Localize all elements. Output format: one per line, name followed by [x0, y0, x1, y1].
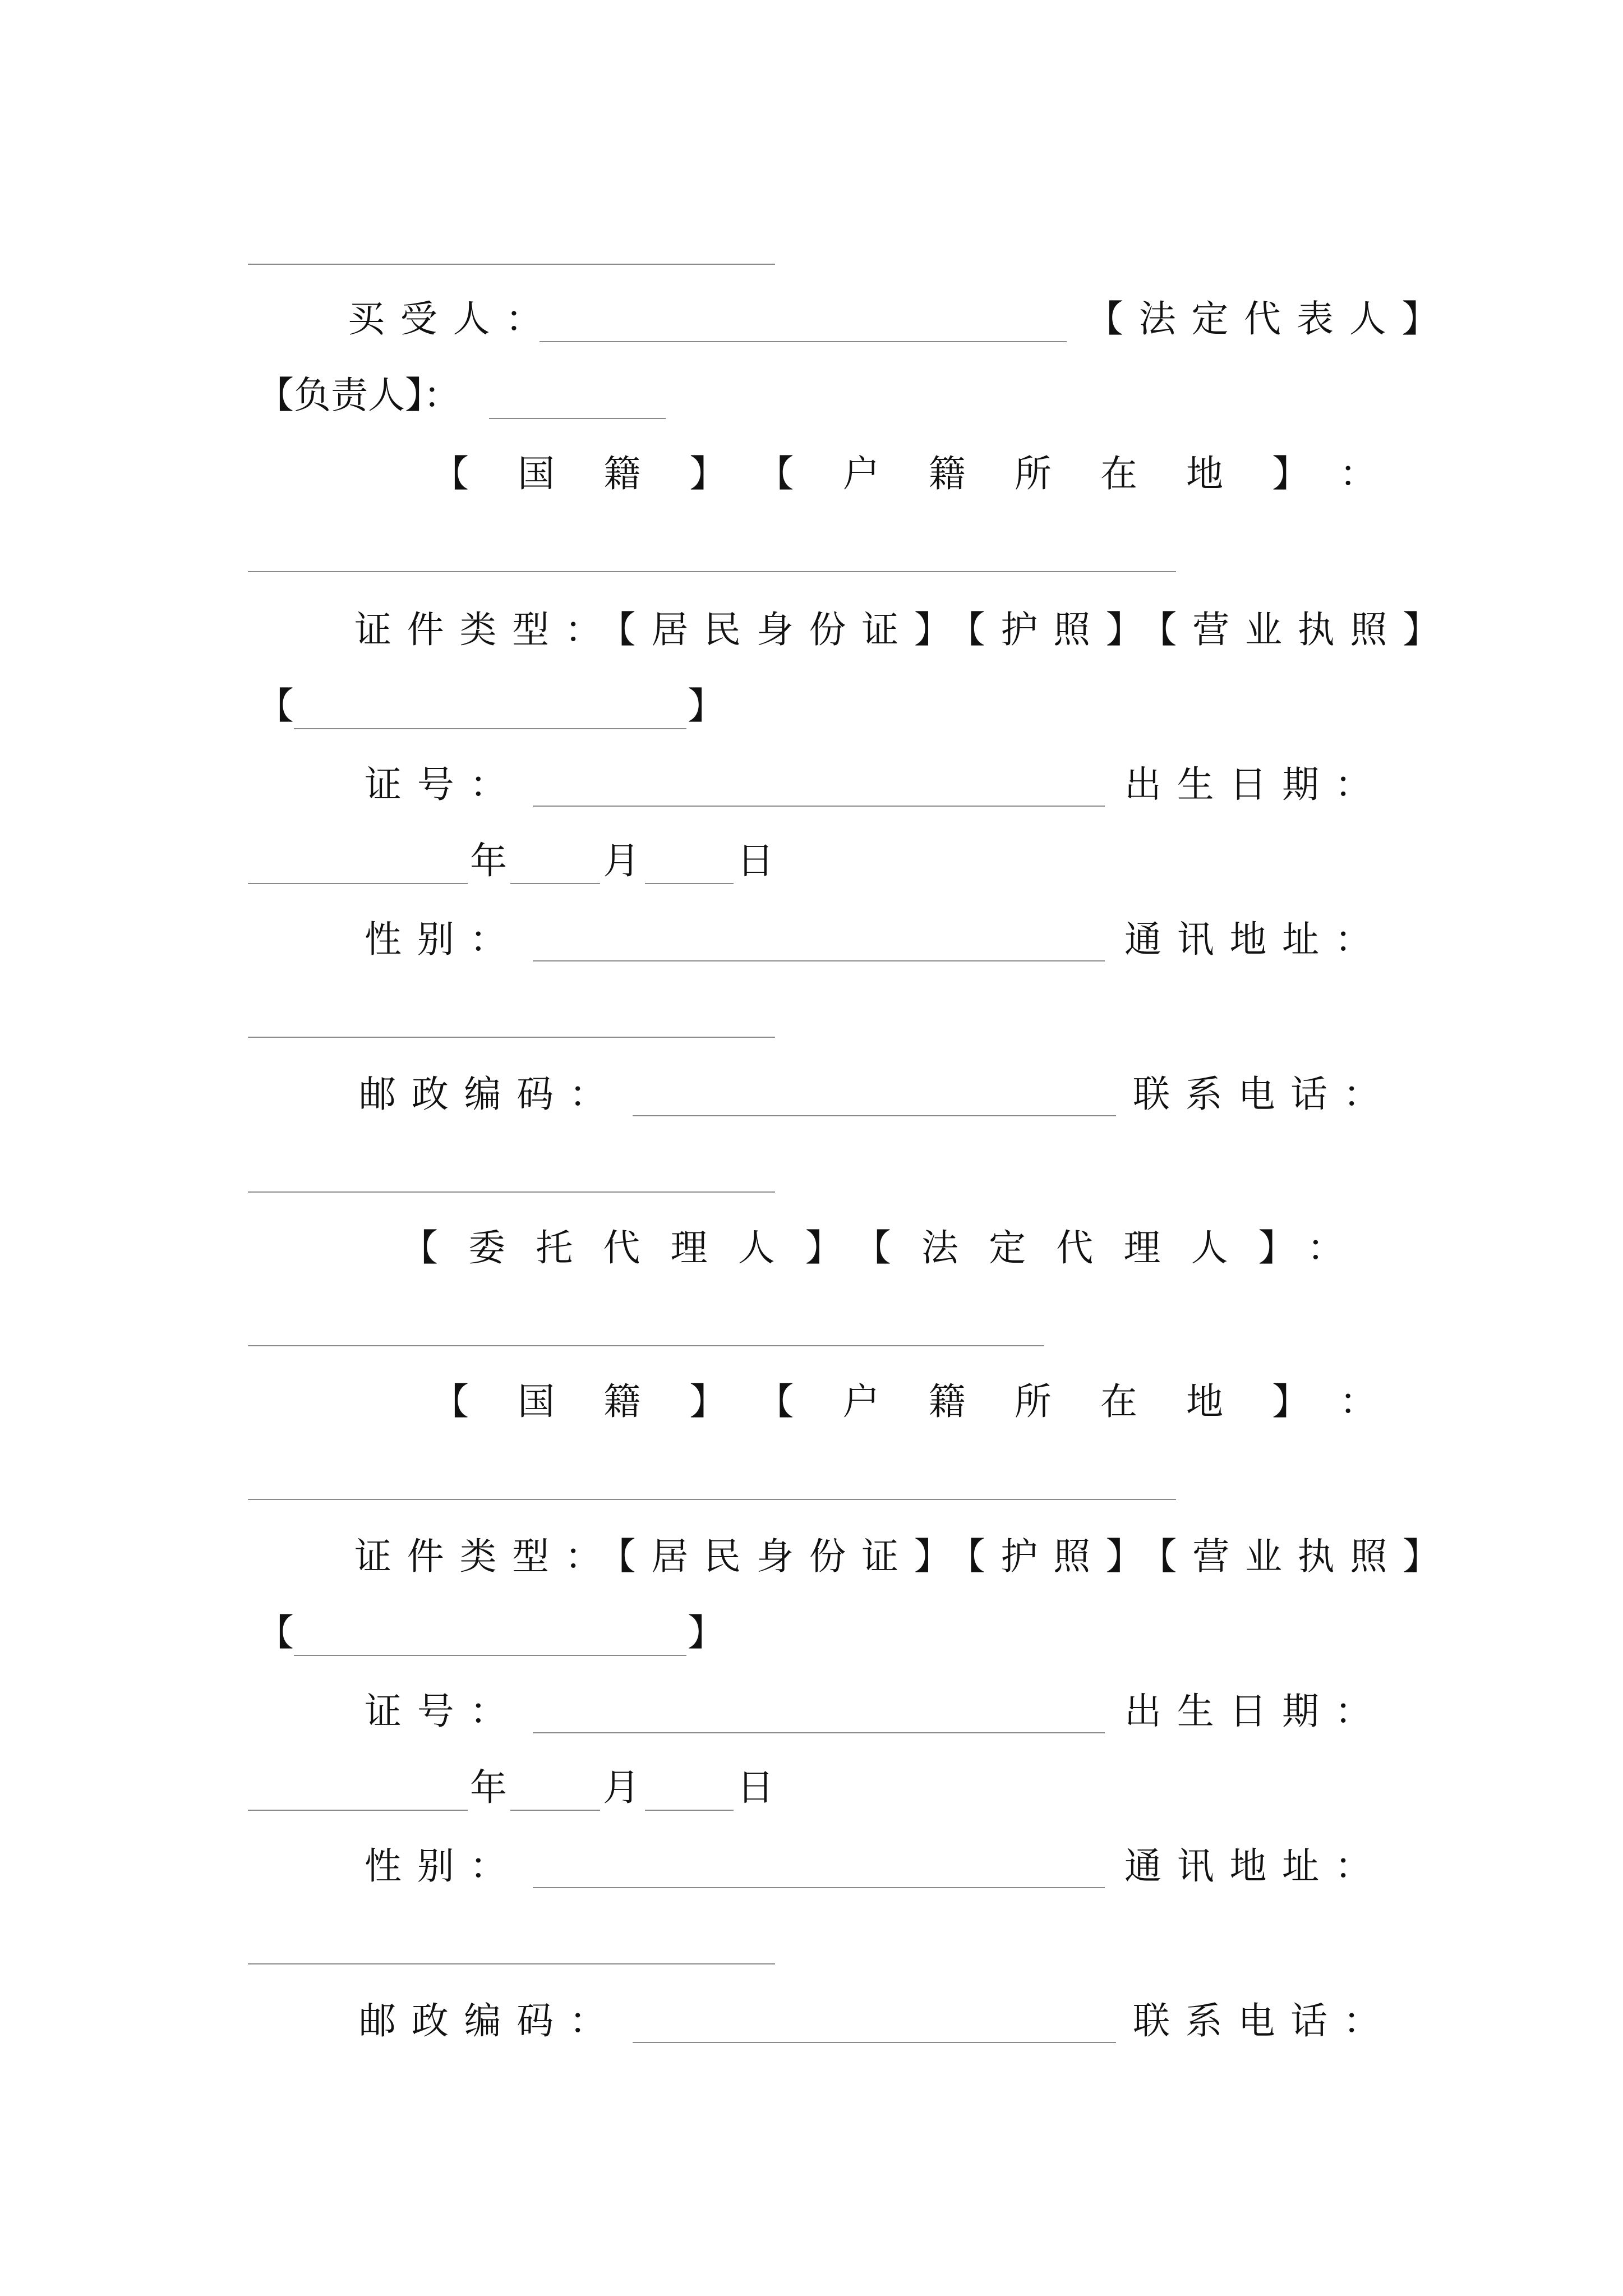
buyer-address-label: 通讯地址：: [1124, 918, 1387, 961]
agent-id-no-field[interactable]: [533, 1732, 1105, 1733]
buyer-phone-label: 联系电话：: [1133, 1073, 1396, 1116]
buyer-month-label: 月: [603, 839, 640, 882]
agent-nationality-field[interactable]: [248, 1499, 1176, 1500]
agent-birth-month-field[interactable]: [510, 1810, 600, 1811]
buyer-postal-label: 邮政编码：: [359, 1073, 622, 1116]
agent-postal-field[interactable]: [633, 2042, 1116, 2043]
agent-gender-field[interactable]: [533, 1887, 1105, 1888]
agent-birth-day-field[interactable]: [645, 1810, 734, 1811]
agent-address-label: 通讯地址：: [1124, 1844, 1387, 1888]
agent-id-other-close: 】: [688, 1611, 725, 1654]
agent-year-label: 年: [470, 1766, 507, 1809]
buyer-nationality-label: 【国籍】【户籍所在地】：: [432, 452, 1426, 495]
buyer-id-type-label: 证件类型：【居民身份证】【护照】【营业执照】: [354, 608, 1455, 651]
buyer-birth-year-field[interactable]: [248, 883, 468, 884]
buyer-label: 买受人：: [348, 297, 558, 341]
buyer-day-label: 日: [737, 839, 774, 882]
agent-id-other-open: 【: [257, 1611, 294, 1654]
buyer-gender-label: 性别：: [365, 918, 523, 961]
buyer-year-label: 年: [470, 839, 507, 882]
agent-nationality-label: 【国籍】【户籍所在地】：: [432, 1380, 1426, 1423]
buyer-birth-day-field[interactable]: [645, 883, 734, 884]
person-in-charge-field[interactable]: [489, 418, 666, 419]
buyer-id-no-label: 证号：: [365, 763, 523, 806]
buyer-birth-label: 出生日期：: [1124, 763, 1387, 806]
agent-id-type-label: 证件类型：【居民身份证】【护照】【营业执照】: [354, 1535, 1455, 1578]
buyer-id-no-field[interactable]: [533, 806, 1105, 807]
buyer-postal-field[interactable]: [633, 1115, 1116, 1116]
person-in-charge-label: 【负责人】：: [257, 374, 460, 417]
agent-day-label: 日: [737, 1766, 774, 1809]
buyer-address-field[interactable]: [248, 1037, 775, 1038]
buyer-id-other-open: 【: [257, 684, 294, 728]
buyer-nationality-field[interactable]: [248, 571, 1176, 572]
legal-rep-label: 【法定代表人】: [1086, 297, 1455, 341]
buyer-phone-field[interactable]: [248, 1191, 775, 1193]
prev-field-underline[interactable]: [248, 264, 775, 265]
agent-id-other-field[interactable]: [294, 1655, 686, 1656]
agent-name-field[interactable]: [248, 1345, 1044, 1346]
agent-postal-label: 邮政编码：: [359, 1999, 622, 2042]
agent-phone-label: 联系电话：: [1133, 1999, 1396, 2042]
agent-gender-label: 性别：: [365, 1844, 523, 1888]
agent-birth-label: 出生日期：: [1124, 1690, 1387, 1733]
buyer-id-other-field[interactable]: [294, 728, 686, 729]
buyer-id-other-close: 】: [688, 684, 725, 728]
agent-birth-year-field[interactable]: [248, 1810, 468, 1811]
agent-label: 【委托代理人】【法定代理人】：: [401, 1226, 1375, 1269]
agent-address-field[interactable]: [248, 1963, 775, 1964]
agent-month-label: 月: [603, 1766, 640, 1809]
buyer-name-field[interactable]: [540, 341, 1067, 342]
agent-id-no-label: 证号：: [365, 1690, 523, 1733]
buyer-gender-field[interactable]: [533, 960, 1105, 961]
buyer-birth-month-field[interactable]: [510, 883, 600, 884]
